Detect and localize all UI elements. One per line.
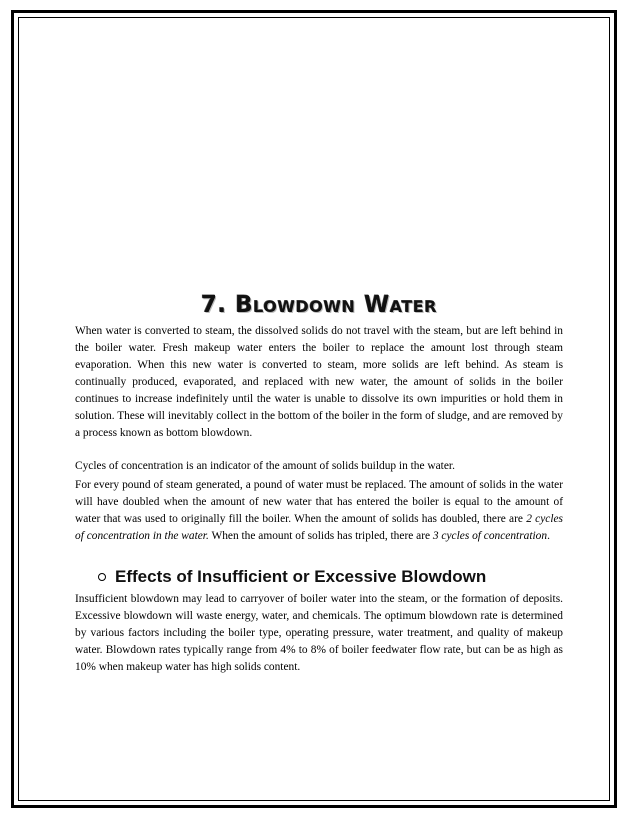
cycles-detail-italic-1: 2 cycles of concentration in the water. [75, 513, 563, 542]
section-heading [75, 565, 563, 589]
cycles-detail-text-3: . [547, 530, 550, 542]
cycles-detail-italic-2: 3 cycles of concentration [432, 530, 548, 542]
section-paragraph: Insufficient blowdown may lead to carryover of boiler water into the steam, or the formation of deposits. Excessive blowdown will waste energy, water, and chemicals. The optimum blowdown rate is determined by various factors including the boiler type, operating pressure, water treatment, and quality of makeup water. Blowdown rates typically range from 4% to 8% of boiler feedwater flow rate, but can be as high as 10% when makeup water has high solids content. [75, 593, 563, 673]
page-content [75, 292, 563, 676]
section-heading-text: Effects of Insufficient or Excessive Blowdown [115, 567, 487, 586]
cycles-detail-text-1: For every pound of steam generated, a pound of water must be replaced. The amount of solids in the water will have doubled when the amount of new water that has entered the boiler is equal to the amount of water that was used to originally fill the boiler. When the amount of solids has doubled, there are [75, 479, 563, 525]
bullet-icon [98, 573, 106, 581]
cycles-detail-paragraph [75, 477, 563, 545]
intro-paragraph: When water is converted to steam, the dissolved solids do not travel with the steam, but are left behind in the boiler water. Fresh makeup water enters the boiler to replace the amount lost through steam evaporation. When this new water is converted to steam, more solids are left behind. As steam is continually produced, evaporated, and replaced with new water, the amount of solids in the boiler continues to increase indefinitely until the water is unable to dissolve its own impurities or hold them in solution. These will inevitably collect in the bottom of the boiler in the form of sludge, and are removed by a process known as bottom blowdown. [75, 325, 563, 439]
page-title: 7. Blowdown Water [200, 292, 438, 318]
cycles-paragraph: Cycles of concentration is an indicator of the amount of solids buildup in the water. [75, 460, 455, 472]
cycles-detail-text-2: When the amount of solids has tripled, there are [208, 530, 433, 542]
